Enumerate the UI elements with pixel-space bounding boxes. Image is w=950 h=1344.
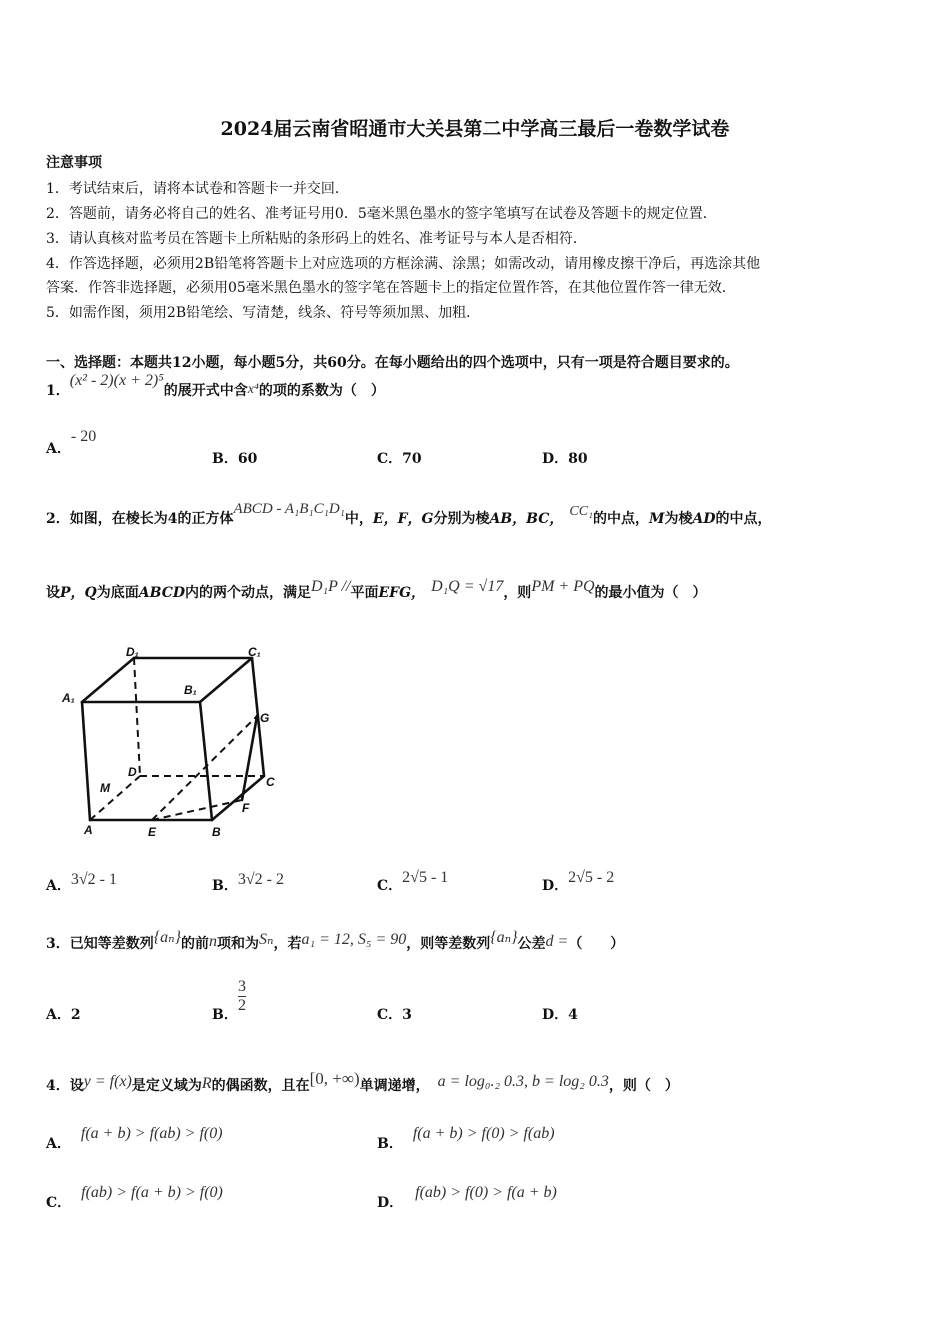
- option-label: D．: [377, 1195, 404, 1211]
- option-label: C．: [46, 1195, 72, 1211]
- option-value: 60: [237, 451, 258, 467]
- edge-b1b: [200, 702, 212, 820]
- question-text: 的展开式中含: [163, 383, 248, 399]
- fraction-denominator: 2: [238, 997, 246, 1014]
- option-d[interactable]: [542, 869, 615, 895]
- math-condition: D₁Q = √17: [431, 578, 504, 595]
- question-text: 4．设: [46, 1078, 84, 1094]
- hidden-edge-d1d: [134, 658, 140, 776]
- question-text: 为棱: [664, 511, 693, 527]
- question-text: ，若: [273, 936, 302, 952]
- label-b: B: [212, 825, 221, 839]
- option-value: 3: [402, 1007, 412, 1023]
- question-text: ，则: [503, 585, 532, 601]
- math-variable: Sₙ: [259, 931, 274, 948]
- notice-item: 4．作答选择题，必须用2B铅笔将答题卡上对应选项的方框涂满、涂黑；如需改动，请用橡皮擦干净后，再选涂其他: [46, 256, 761, 272]
- math-target: PM + PQ: [531, 578, 595, 595]
- fraction: [238, 978, 246, 1015]
- option-value: f(ab) > f(a + b) > f(0): [81, 1184, 223, 1201]
- cube-figure: [60, 640, 290, 840]
- option-c[interactable]: [377, 869, 449, 895]
- label-f: F: [242, 801, 250, 815]
- option-label: A．: [46, 1136, 71, 1152]
- label-a1: A₁: [62, 691, 75, 705]
- question-text: 的前: [181, 936, 210, 952]
- point-names: P，Q: [60, 585, 97, 601]
- option-label: B．: [212, 878, 238, 894]
- question-text: 内的两个动点，满足: [184, 585, 311, 601]
- edge-name: AD: [692, 511, 716, 527]
- hidden-edge-ef: [152, 800, 242, 820]
- option-b[interactable]: [212, 1004, 238, 1024]
- point-names: E，F，G: [372, 511, 434, 527]
- option-label: C．: [377, 451, 403, 467]
- notice-heading: 注意事项: [46, 155, 102, 171]
- question-text: 的中点，: [715, 511, 772, 527]
- math-cube: ABCD - A₁B₁C₁D₁: [233, 501, 345, 517]
- option-label: D．: [542, 451, 569, 467]
- question-2-line-2: [46, 578, 707, 602]
- math-function: y = f(x): [83, 1073, 132, 1090]
- math-edge: CC₁: [569, 504, 593, 519]
- question-1: [46, 372, 385, 400]
- question-text: 公差: [517, 936, 546, 952]
- option-value: f(a + b) > f(0) > f(ab): [412, 1125, 555, 1142]
- math-definition: a = log₀.₂ 0.3, b = log₂ 0.3: [437, 1073, 609, 1090]
- option-label: B．: [377, 1136, 403, 1152]
- notice-item: 答案．作答非选择题，必须用05毫米黑色墨水的签字笔在答题卡上的指定位置作答，在其他位置作答一律无效．: [46, 280, 736, 296]
- edge-a1a: [82, 702, 90, 820]
- option-value: f(ab) > f(0) > f(a + b): [415, 1184, 557, 1201]
- question-text: 是定义域为: [131, 1078, 202, 1094]
- label-g: G: [260, 711, 270, 725]
- math-expression: (x² - 2)(x + 2)⁵: [69, 372, 164, 389]
- question-text: 为底面: [96, 585, 139, 601]
- question-text: 的中点，: [592, 511, 649, 527]
- option-label: D．: [542, 1007, 569, 1023]
- question-text: 单调递增，: [359, 1078, 430, 1094]
- option-d[interactable]: [377, 1184, 557, 1212]
- option-b[interactable]: [377, 1125, 555, 1153]
- edge-b1c1: [200, 658, 252, 702]
- question-text: 分别为棱: [433, 511, 490, 527]
- option-c[interactable]: [377, 448, 422, 468]
- fraction-numerator: 3: [238, 978, 246, 995]
- question-text: ，则（ ）: [608, 1078, 679, 1094]
- option-b[interactable]: [212, 448, 257, 468]
- label-c: C: [266, 775, 275, 789]
- question-3: [46, 929, 625, 953]
- question-text: 的偶函数，且在: [211, 1078, 310, 1094]
- option-a[interactable]: [46, 1004, 81, 1024]
- hidden-edge-ad: [90, 776, 140, 820]
- label-b1: B₁: [184, 683, 197, 697]
- math-condition: D₁P //: [310, 578, 351, 595]
- question-text: 的最小值为（ ）: [594, 585, 707, 601]
- math-condition: a₁ = 12, S₅ = 90: [301, 931, 407, 948]
- option-value: f(a + b) > f(ab) > f(0): [80, 1125, 223, 1142]
- option-value: 3√2 - 1: [70, 871, 117, 888]
- option-d[interactable]: [542, 448, 588, 468]
- option-a[interactable]: [46, 428, 97, 458]
- option-value: 70: [402, 451, 422, 467]
- question-text: 中，: [344, 511, 373, 527]
- question-text: （ ）: [568, 936, 625, 952]
- notice-item: 5．如需作图，须用2B铅笔绘、写清楚，线条、符号等须加黑、加粗．: [46, 305, 481, 321]
- option-b[interactable]: [212, 871, 284, 895]
- section-heading: 一、选择题：本题共12小题，每小题5分，共60分。在每小题给出的四个选项中，只有一项是符合题目要求的。: [46, 355, 739, 371]
- option-label: A．: [46, 1007, 71, 1023]
- option-d[interactable]: [542, 1004, 578, 1024]
- question-2-line-1: [46, 501, 772, 528]
- math-sequence: {aₙ}: [490, 929, 518, 946]
- option-label: C．: [377, 1007, 403, 1023]
- label-d: D: [128, 765, 137, 779]
- math-variable: x⁴: [247, 382, 259, 397]
- point-name: M: [648, 511, 665, 527]
- option-label: D．: [542, 878, 569, 894]
- page-title: 2024届云南省昭通市大关县第二中学高三最后一卷数学试卷: [220, 118, 730, 140]
- option-a[interactable]: [46, 1125, 223, 1153]
- option-a[interactable]: [46, 871, 117, 895]
- option-label: A．: [46, 441, 71, 457]
- option-label: C．: [377, 878, 403, 894]
- math-variable: n: [209, 933, 218, 950]
- math-interval: [0, +∞): [309, 1069, 360, 1088]
- math-sequence: {aₙ}: [153, 929, 182, 946]
- option-value: 2√5 - 1: [402, 869, 449, 886]
- edge-bc: [212, 776, 264, 820]
- notice-item: 2．答题前，请务必将自己的姓名、准考证号用0．5毫米黑色墨水的签字笔填写在试卷及答题卡的规定位置．: [46, 206, 717, 222]
- notice-item: 3．请认真核对监考员在答题卡上所粘贴的条形码上的姓名、准考证号与本人是否相符．: [46, 231, 587, 247]
- option-value: 80: [568, 451, 588, 467]
- edge-names: AB，BC，: [489, 511, 564, 527]
- question-number: 1．: [46, 383, 70, 399]
- label-a: A: [84, 823, 93, 837]
- question-text: ，则等差数列: [406, 936, 491, 952]
- label-c1: C₁: [248, 645, 261, 659]
- option-value: 2: [70, 1007, 81, 1023]
- edge-a1d1: [82, 658, 134, 702]
- option-value: 2√5 - 2: [568, 869, 615, 886]
- option-label: B．: [212, 1007, 238, 1023]
- question-text: 项和为: [217, 936, 260, 952]
- math-variable: R: [201, 1075, 212, 1092]
- option-c[interactable]: [377, 1004, 412, 1024]
- question-text: 2．如图，在棱长为4的正方体: [46, 511, 234, 527]
- option-c[interactable]: [46, 1184, 223, 1212]
- label-e: E: [148, 825, 157, 839]
- question-text: 的项的系数为（ ）: [258, 383, 385, 399]
- question-text: 设: [46, 585, 60, 601]
- label-m: M: [100, 781, 110, 795]
- question-4: [46, 1069, 679, 1095]
- option-label: B．: [212, 451, 238, 467]
- option-label: A．: [46, 878, 71, 894]
- question-text: 3．已知等差数列: [46, 936, 154, 952]
- option-value: 3√2 - 2: [237, 871, 284, 888]
- option-value: - 20: [70, 428, 97, 445]
- question-text: 平面: [350, 585, 379, 601]
- math-variable: d =: [545, 933, 569, 950]
- label-d1: D₁: [126, 645, 139, 659]
- plane-name: ABCD: [138, 585, 185, 601]
- option-value: 4: [568, 1007, 578, 1023]
- plane-name: EFG，: [378, 585, 426, 601]
- notice-item: 1．考试结束后，请将本试卷和答题卡一并交回．: [46, 181, 349, 197]
